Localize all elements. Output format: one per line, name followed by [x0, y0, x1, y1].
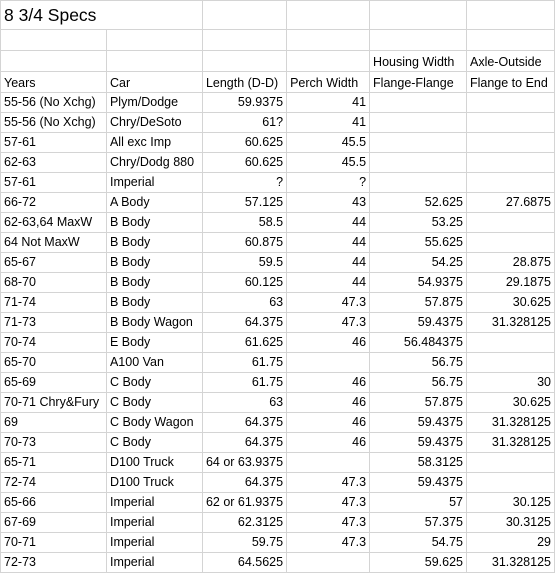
cell-axle-flange[interactable] — [466, 453, 554, 473]
cell-axle-flange[interactable]: 30.625 — [466, 293, 554, 313]
cell[interactable] — [202, 51, 286, 72]
cell-housing-width[interactable] — [370, 93, 467, 113]
cell-axle-flange[interactable] — [466, 473, 554, 493]
cell-length[interactable]: 61.75 — [202, 373, 286, 393]
cell[interactable] — [287, 51, 370, 72]
table-row — [1, 333, 555, 353]
cell-years[interactable]: 57-61 — [1, 133, 107, 153]
cell-car[interactable]: B Body Wagon — [106, 313, 202, 333]
cell[interactable] — [466, 30, 554, 51]
cell-length[interactable]: 64.375 — [202, 473, 286, 493]
cell-car[interactable]: All exc Imp — [106, 133, 202, 153]
cell-car[interactable]: B Body — [106, 233, 202, 253]
table-row — [1, 113, 555, 133]
cell-years[interactable]: 64 Not MaxW — [1, 233, 107, 253]
cell-axle-flange[interactable] — [466, 113, 554, 133]
header-housing-line2[interactable]: Flange-Flange — [370, 72, 467, 93]
cell-axle-flange[interactable]: 30.125 — [466, 493, 554, 513]
table-row — [1, 313, 555, 333]
cell-axle-flange[interactable]: 31.328125 — [466, 413, 554, 433]
cell-axle-flange[interactable]: 29 — [466, 533, 554, 553]
cell-length[interactable]: 64 or 63.9375 — [202, 453, 286, 473]
cell-length[interactable]: 62.3125 — [202, 513, 286, 533]
cell-car[interactable]: A Body — [106, 193, 202, 213]
cell-years[interactable]: 65-66 — [1, 493, 107, 513]
cell-axle-flange[interactable] — [466, 353, 554, 373]
cell-car[interactable]: E Body — [106, 333, 202, 353]
cell-car[interactable]: Imperial — [106, 513, 202, 533]
table-row — [1, 193, 555, 213]
cell-perch-width[interactable]: 41 — [287, 113, 370, 133]
table-row — [1, 173, 555, 193]
cell-axle-flange[interactable] — [466, 173, 554, 193]
cell-perch-width[interactable]: 45.5 — [287, 153, 370, 173]
cell[interactable] — [202, 1, 286, 30]
cell[interactable] — [1, 30, 107, 51]
cell-axle-flange[interactable] — [466, 213, 554, 233]
table-row — [1, 293, 555, 313]
cell-length[interactable]: 60.875 — [202, 233, 286, 253]
cell-housing-width[interactable] — [370, 173, 467, 193]
cell[interactable] — [1, 51, 107, 72]
table-row — [1, 253, 555, 273]
table-row — [1, 233, 555, 253]
cell-housing-width[interactable]: 57 — [370, 493, 467, 513]
header-perch-width[interactable]: Perch Width — [287, 72, 370, 93]
cell-car[interactable]: Imperial — [106, 553, 202, 573]
cell-perch-width[interactable]: 46 — [287, 333, 370, 353]
cell-years[interactable]: 65-70 — [1, 353, 107, 373]
cell-perch-width[interactable]: 41 — [287, 93, 370, 113]
table-row — [1, 373, 555, 393]
cell-length[interactable]: 64.375 — [202, 413, 286, 433]
cell-car[interactable]: D100 Truck — [106, 473, 202, 493]
cell-perch-width[interactable]: 46 — [287, 373, 370, 393]
cell-perch-width[interactable]: 47.3 — [287, 293, 370, 313]
table-row — [1, 353, 555, 373]
cell-axle-flange[interactable] — [466, 133, 554, 153]
table-row — [1, 273, 555, 293]
header-length[interactable]: Length (D-D) — [202, 72, 286, 93]
title-row — [1, 1, 555, 30]
cell-axle-flange[interactable] — [466, 93, 554, 113]
cell-perch-width[interactable]: 47.3 — [287, 533, 370, 553]
cell-housing-width[interactable]: 54.9375 — [370, 273, 467, 293]
table-row — [1, 453, 555, 473]
cell-perch-width[interactable]: 47.3 — [287, 473, 370, 493]
cell-length[interactable]: 59.75 — [202, 533, 286, 553]
cell-years[interactable]: 72-74 — [1, 473, 107, 493]
cell-housing-width[interactable]: 56.75 — [370, 373, 467, 393]
cell-housing-width[interactable]: 57.875 — [370, 393, 467, 413]
table-row — [1, 493, 555, 513]
cell-housing-width[interactable]: 57.375 — [370, 513, 467, 533]
header-axle-line1[interactable]: Axle-Outside — [466, 51, 554, 72]
cell-years[interactable]: 69 — [1, 413, 107, 433]
cell-length[interactable]: 61? — [202, 113, 286, 133]
cell-years[interactable]: 72-73 — [1, 553, 107, 573]
cell-perch-width[interactable] — [287, 353, 370, 373]
sheet-title[interactable]: 8 3/4 Specs — [1, 1, 203, 30]
cell-perch-width[interactable]: 46 — [287, 393, 370, 413]
cell-perch-width[interactable]: 44 — [287, 213, 370, 233]
cell-axle-flange[interactable]: 30 — [466, 373, 554, 393]
cell-years[interactable]: 70-74 — [1, 333, 107, 353]
cell-car[interactable]: C Body — [106, 373, 202, 393]
cell-housing-width[interactable] — [370, 113, 467, 133]
cell-perch-width[interactable]: 45.5 — [287, 133, 370, 153]
cell-years[interactable]: 65-67 — [1, 253, 107, 273]
cell-car[interactable]: Chry/Dodg 880 — [106, 153, 202, 173]
cell-length[interactable]: 63 — [202, 393, 286, 413]
cell-housing-width[interactable]: 54.75 — [370, 533, 467, 553]
cell-car[interactable]: B Body — [106, 253, 202, 273]
cell-years[interactable]: 55-56 (No Xchg) — [1, 113, 107, 133]
cell-car[interactable]: A100 Van — [106, 353, 202, 373]
cell-length[interactable]: 59.5 — [202, 253, 286, 273]
cell[interactable] — [370, 1, 467, 30]
cell[interactable] — [466, 1, 554, 30]
cell-axle-flange[interactable]: 28.875 — [466, 253, 554, 273]
table-row — [1, 133, 555, 153]
cell-length[interactable]: 63 — [202, 293, 286, 313]
cell-length[interactable]: 64.5625 — [202, 553, 286, 573]
cell-length[interactable]: 60.125 — [202, 273, 286, 293]
cell-car[interactable]: D100 Truck — [106, 453, 202, 473]
cell-housing-width[interactable]: 54.25 — [370, 253, 467, 273]
cell-length[interactable]: ? — [202, 173, 286, 193]
cell-length[interactable]: 61.625 — [202, 333, 286, 353]
cell-housing-width[interactable] — [370, 133, 467, 153]
cell-axle-flange[interactable]: 31.328125 — [466, 313, 554, 333]
header-car[interactable]: Car — [106, 72, 202, 93]
header-row-2 — [1, 72, 555, 93]
table-row — [1, 93, 555, 113]
cell-perch-width[interactable]: 47.3 — [287, 493, 370, 513]
header-years[interactable]: Years — [1, 72, 107, 93]
cell[interactable] — [287, 1, 370, 30]
cell-perch-width[interactable]: 44 — [287, 253, 370, 273]
cell-years[interactable]: 62-63,64 MaxW — [1, 213, 107, 233]
cell-car[interactable]: Plym/Dodge — [106, 93, 202, 113]
cell-housing-width[interactable]: 52.625 — [370, 193, 467, 213]
cell-car[interactable]: Imperial — [106, 493, 202, 513]
cell-housing-width[interactable]: 58.3125 — [370, 453, 467, 473]
cell-years[interactable]: 67-69 — [1, 513, 107, 533]
cell-perch-width[interactable]: 43 — [287, 193, 370, 213]
cell-years[interactable]: 65-69 — [1, 373, 107, 393]
cell-axle-flange[interactable]: 29.1875 — [466, 273, 554, 293]
table-row — [1, 513, 555, 533]
cell-car[interactable]: C Body — [106, 393, 202, 413]
cell-years[interactable]: 70-71 Chry&Fury — [1, 393, 107, 413]
cell-perch-width[interactable]: 44 — [287, 233, 370, 253]
table-row — [1, 533, 555, 553]
cell-years[interactable]: 71-73 — [1, 313, 107, 333]
table-row — [1, 473, 555, 493]
cell-housing-width[interactable]: 59.4375 — [370, 473, 467, 493]
cell-perch-width[interactable]: 47.3 — [287, 513, 370, 533]
cell-years[interactable]: 55-56 (No Xchg) — [1, 93, 107, 113]
cell-length[interactable]: 64.375 — [202, 313, 286, 333]
cell[interactable] — [106, 51, 202, 72]
cell-housing-width[interactable]: 53.25 — [370, 213, 467, 233]
cell-length[interactable]: 60.625 — [202, 133, 286, 153]
cell-perch-width[interactable]: 46 — [287, 413, 370, 433]
cell-perch-width[interactable]: 44 — [287, 273, 370, 293]
cell[interactable] — [287, 30, 370, 51]
cell-axle-flange[interactable]: 31.328125 — [466, 433, 554, 453]
cell-length[interactable]: 57.125 — [202, 193, 286, 213]
cell-years[interactable]: 70-71 — [1, 533, 107, 553]
cell-car[interactable]: Chry/DeSoto — [106, 113, 202, 133]
header-housing-line1[interactable]: Housing Width — [370, 51, 467, 72]
cell-years[interactable]: 66-72 — [1, 193, 107, 213]
cell-car[interactable]: Imperial — [106, 533, 202, 553]
cell[interactable] — [202, 30, 286, 51]
cell-housing-width[interactable]: 57.875 — [370, 293, 467, 313]
cell-car[interactable]: Imperial — [106, 173, 202, 193]
cell-perch-width[interactable] — [287, 553, 370, 573]
cell-axle-flange[interactable] — [466, 233, 554, 253]
cell-axle-flange[interactable]: 27.6875 — [466, 193, 554, 213]
cell-length[interactable]: 60.625 — [202, 153, 286, 173]
cell-housing-width[interactable]: 59.4375 — [370, 313, 467, 333]
cell-car[interactable]: C Body Wagon — [106, 413, 202, 433]
table-row — [1, 433, 555, 453]
cell-length[interactable]: 58.5 — [202, 213, 286, 233]
cell-axle-flange[interactable] — [466, 333, 554, 353]
cell-perch-width[interactable]: 47.3 — [287, 313, 370, 333]
table-row — [1, 393, 555, 413]
cell-axle-flange[interactable]: 30.3125 — [466, 513, 554, 533]
cell-housing-width[interactable] — [370, 153, 467, 173]
cell-years[interactable]: 71-74 — [1, 293, 107, 313]
cell-axle-flange[interactable]: 30.625 — [466, 393, 554, 413]
cell-length[interactable]: 59.9375 — [202, 93, 286, 113]
cell-car[interactable]: B Body — [106, 293, 202, 313]
cell-length[interactable]: 62 or 61.9375 — [202, 493, 286, 513]
cell-axle-flange[interactable]: 31.328125 — [466, 553, 554, 573]
cell-length[interactable]: 64.375 — [202, 433, 286, 453]
cell-housing-width[interactable]: 56.484375 — [370, 333, 467, 353]
cell-length[interactable]: 61.75 — [202, 353, 286, 373]
cell-perch-width[interactable] — [287, 453, 370, 473]
cell-housing-width[interactable]: 59.625 — [370, 553, 467, 573]
table-row — [1, 213, 555, 233]
header-axle-line2[interactable]: Flange to End — [466, 72, 554, 93]
cell-housing-width[interactable]: 59.4375 — [370, 433, 467, 453]
cell-car[interactable]: B Body — [106, 213, 202, 233]
cell-years[interactable]: 65-71 — [1, 453, 107, 473]
cell-housing-width[interactable]: 59.4375 — [370, 413, 467, 433]
table-row — [1, 153, 555, 173]
cell-perch-width[interactable]: 46 — [287, 433, 370, 453]
cell-housing-width[interactable]: 55.625 — [370, 233, 467, 253]
table-row — [1, 553, 555, 573]
cell-years[interactable]: 70-73 — [1, 433, 107, 453]
cell-car[interactable]: C Body — [106, 433, 202, 453]
cell-axle-flange[interactable] — [466, 153, 554, 173]
blank-row — [1, 30, 555, 51]
cell[interactable] — [370, 30, 467, 51]
cell-car[interactable]: B Body — [106, 273, 202, 293]
cell-perch-width[interactable]: ? — [287, 173, 370, 193]
cell-years[interactable]: 62-63 — [1, 153, 107, 173]
cell-years[interactable]: 68-70 — [1, 273, 107, 293]
cell[interactable] — [106, 30, 202, 51]
cell-years[interactable]: 57-61 — [1, 173, 107, 193]
cell-housing-width[interactable]: 56.75 — [370, 353, 467, 373]
table-row — [1, 413, 555, 433]
header-row-1 — [1, 51, 555, 72]
